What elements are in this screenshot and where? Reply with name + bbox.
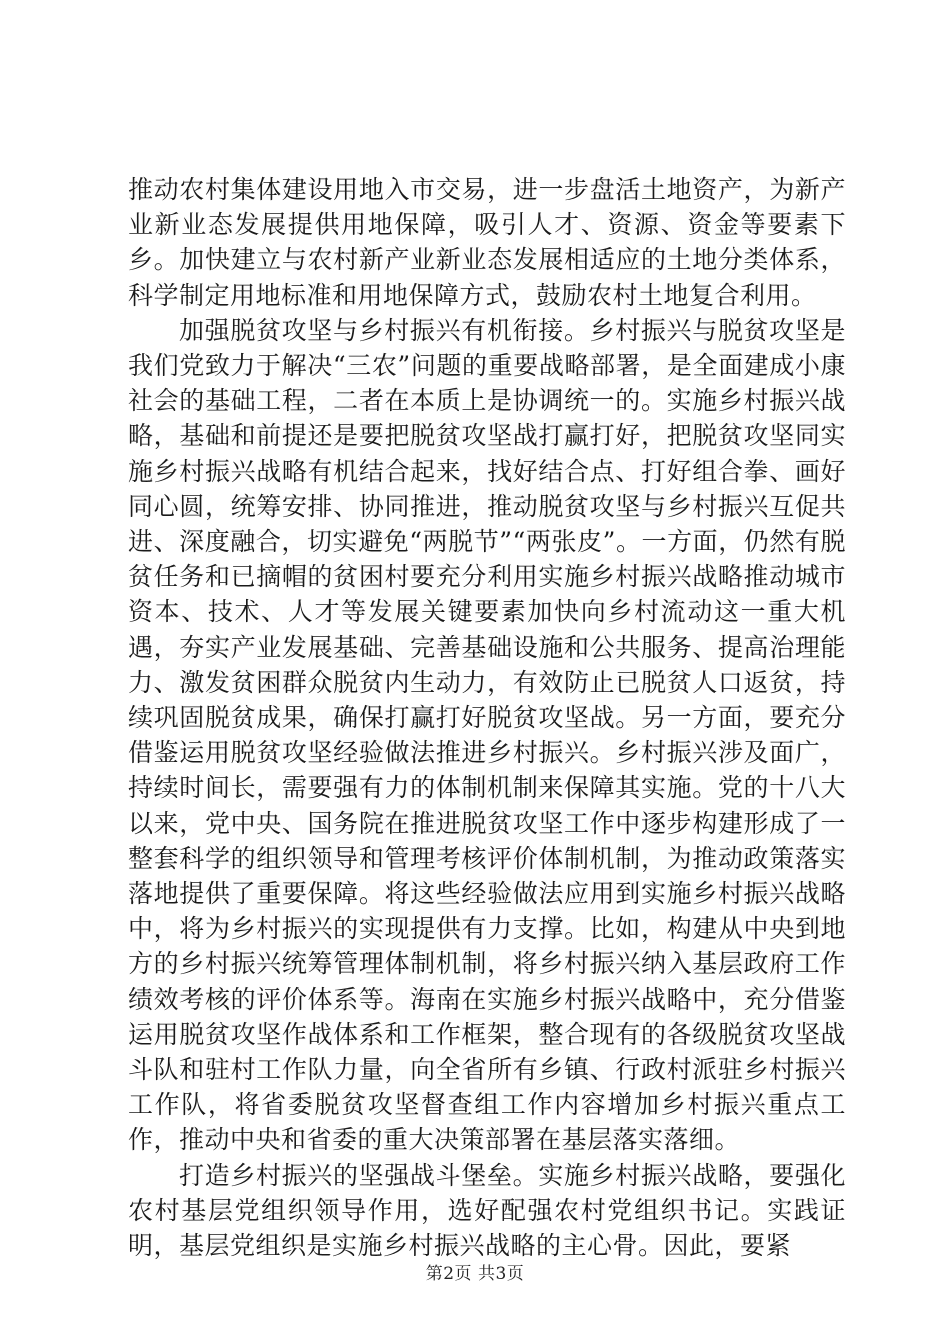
- document-body: [128, 172, 846, 1263]
- page-number-label: 第2页 共3页: [425, 1264, 525, 1284]
- paragraph-1: 推动农村集体建设用地入市交易，进一步盘活土地资产，为新产业新业态发展提供用地保障，吸引人才、资源、资金等要素下乡。加快建立与农村新产业新业态发展相适应的土地分类体系，科学制定用地标准和用地保障方式，鼓励农村土地复合利用。: [128, 175, 846, 310]
- paragraph-2: 加强脱贫攻坚与乡村振兴有机衔接。乡村振兴与脱贫攻坚是我们党致力于解决“三农”问题的重要战略部署，是全面建成小康社会的基础工程，二者在本质上是协调统一的。实施乡村振兴战略，基础和前提还是要把脱贫攻坚战打赢打好，把脱贫攻坚同实施乡村振兴战略有机结合起来，找好结合点、打好组合拳、画好同心圆，统筹安排、协同推进，推动脱贫攻坚与乡村振兴互促共进、深度融合，切实避免“两脱节”“两张皮”。一方面，仍然有脱贫任务和已摘帽的贫困村要充分利用实施乡村振兴战略推动城市资本、技术、人才等发展关键要素加快向乡村流动这一重大机遇，夯实产业发展基础、完善基础设施和公共服务、提高治理能力、激发贫困群众脱贫内生动力，有效防止已脱贫人口返贫，持续巩固脱贫成果，确保打赢打好脱贫攻坚战。另一方面，要充分借鉴运用脱贫攻坚经验做法推进乡村振兴。乡村振兴涉及面广，持续时间长，需要强有力的体制机制来保障其实施。党的十八大以来，党中央、国务院在推进脱贫攻坚工作中逐步构建形成了一整套科学的组织领导和管理考核评价体制机制，为推动政策落实落地提供了重要保障。将这些经验做法应用到实施乡村振兴战略中，将为乡村振兴的实现提供有力支撑。比如，构建从中央到地方的乡村振兴统筹管理体制机制，将乡村振兴纳入基层政府工作绩效考核的评价体系等。海南在实施乡村振兴战略中，充分借鉴运用脱贫攻坚作战体系和工作框架，整合现有的各级脱贫攻坚战斗队和驻村工作队力量，向全省所有乡镇、行政村派驻乡村振兴工作队，将省委脱贫攻坚督查组工作内容增加乡村振兴重点工作，推动中央和省委的重大决策部署在基层落实落细。: [128, 315, 846, 1155]
- page-footer: [0, 1262, 950, 1286]
- paragraph-3: 打造乡村振兴的坚强战斗堡垒。实施乡村振兴战略，要强化农村基层党组织领导作用，选好配强农村党组织书记。实践证明，基层党组织是实施乡村振兴战略的主心骨。因此，要紧: [128, 1160, 846, 1261]
